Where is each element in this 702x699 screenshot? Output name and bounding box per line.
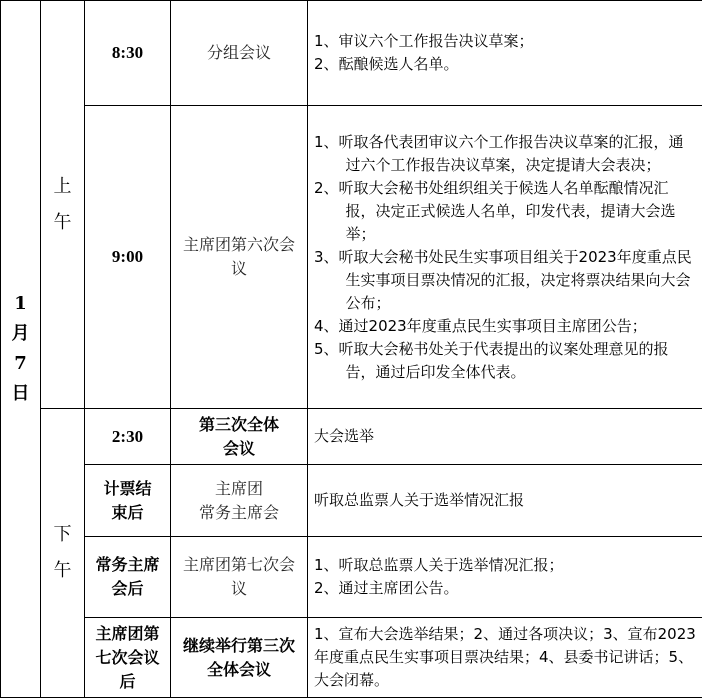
agenda-item: 2、酝酿候选人名单。 (314, 55, 459, 73)
event-line: 常务主席会 (198, 502, 279, 522)
schedule-row-0900 (1, 106, 702, 409)
agenda-item: 3、听取大会秘书处民生实事项目组关于2023年度重点民生实事项目票决情况的汇报，决定将票决结果向大会公布； (314, 247, 692, 312)
agenda-item: 2、听取大会秘书处组织组关于候选人名单酝酿情况汇报，决定正式候选人名单，印发代表，提请大会选举； (314, 178, 676, 243)
event-cell: 第三次全体会议 (171, 409, 308, 465)
event-cell: 分组会议 (171, 1, 308, 106)
agenda-item: 1、宣布大会选举结果；2、通过各项决议；3、宣布2023年度重点民生实事项目票决结果；4、县委书记讲话；5、大会闭幕。 (314, 625, 696, 689)
agenda-item: 听取总监票人关于选举情况汇报 (314, 491, 525, 509)
time-cell: 9:00 (85, 106, 171, 409)
time-cell: 常务主席会后 (85, 537, 171, 618)
agenda-item: 大会选举 (314, 427, 375, 445)
items-cell (308, 618, 702, 698)
items-cell (308, 106, 702, 409)
time-cell: 计票结束后 (85, 465, 171, 537)
period-cell-morning (41, 1, 85, 409)
event-line: 主席团 (214, 478, 263, 498)
time-cell: 8:30 (85, 1, 171, 106)
event-cell: 主席团第六次会议 (171, 106, 308, 409)
items-cell (308, 409, 702, 465)
day-cell (1, 1, 41, 698)
agenda-item: 1、听取各代表团审议六个工作报告决议草案的汇报，通过六个工作报告决议草案，决定提请大会表决； (314, 132, 684, 174)
period-label-afternoon: 下午 (53, 524, 72, 581)
schedule-row-closing (1, 618, 702, 698)
period-cell-afternoon (41, 409, 85, 698)
agenda-item: 4、通过2023年度重点民生实事项目主席团公告； (314, 316, 647, 335)
schedule-row-after-standing (1, 537, 702, 618)
items-cell (308, 1, 702, 106)
items-cell (308, 465, 702, 537)
event-cell: 继续举行第三次全体会议 (171, 618, 308, 698)
event-cell: 主席团第七次会议 (171, 537, 308, 618)
agenda-item: 5、听取大会秘书处关于代表提出的议案处理意见的报告，通过后印发全体代表。 (314, 339, 669, 381)
day-label: 1月7日 (11, 293, 30, 404)
agenda-item: 2、通过主席团公告。 (314, 579, 459, 597)
schedule-row-1430 (1, 409, 702, 465)
event-cell (171, 465, 308, 537)
agenda-item: 1、审议六个工作报告决议草案； (314, 32, 534, 50)
items-cell (308, 537, 702, 618)
schedule-row-0830 (1, 1, 702, 106)
schedule-row-after-count (1, 465, 702, 537)
agenda-item: 1、听取总监票人关于选举情况汇报； (314, 556, 564, 574)
time-cell: 主席团第七次会议后 (85, 618, 171, 698)
period-label-morning: 上午 (53, 175, 72, 233)
time-cell: 2:30 (85, 409, 171, 465)
